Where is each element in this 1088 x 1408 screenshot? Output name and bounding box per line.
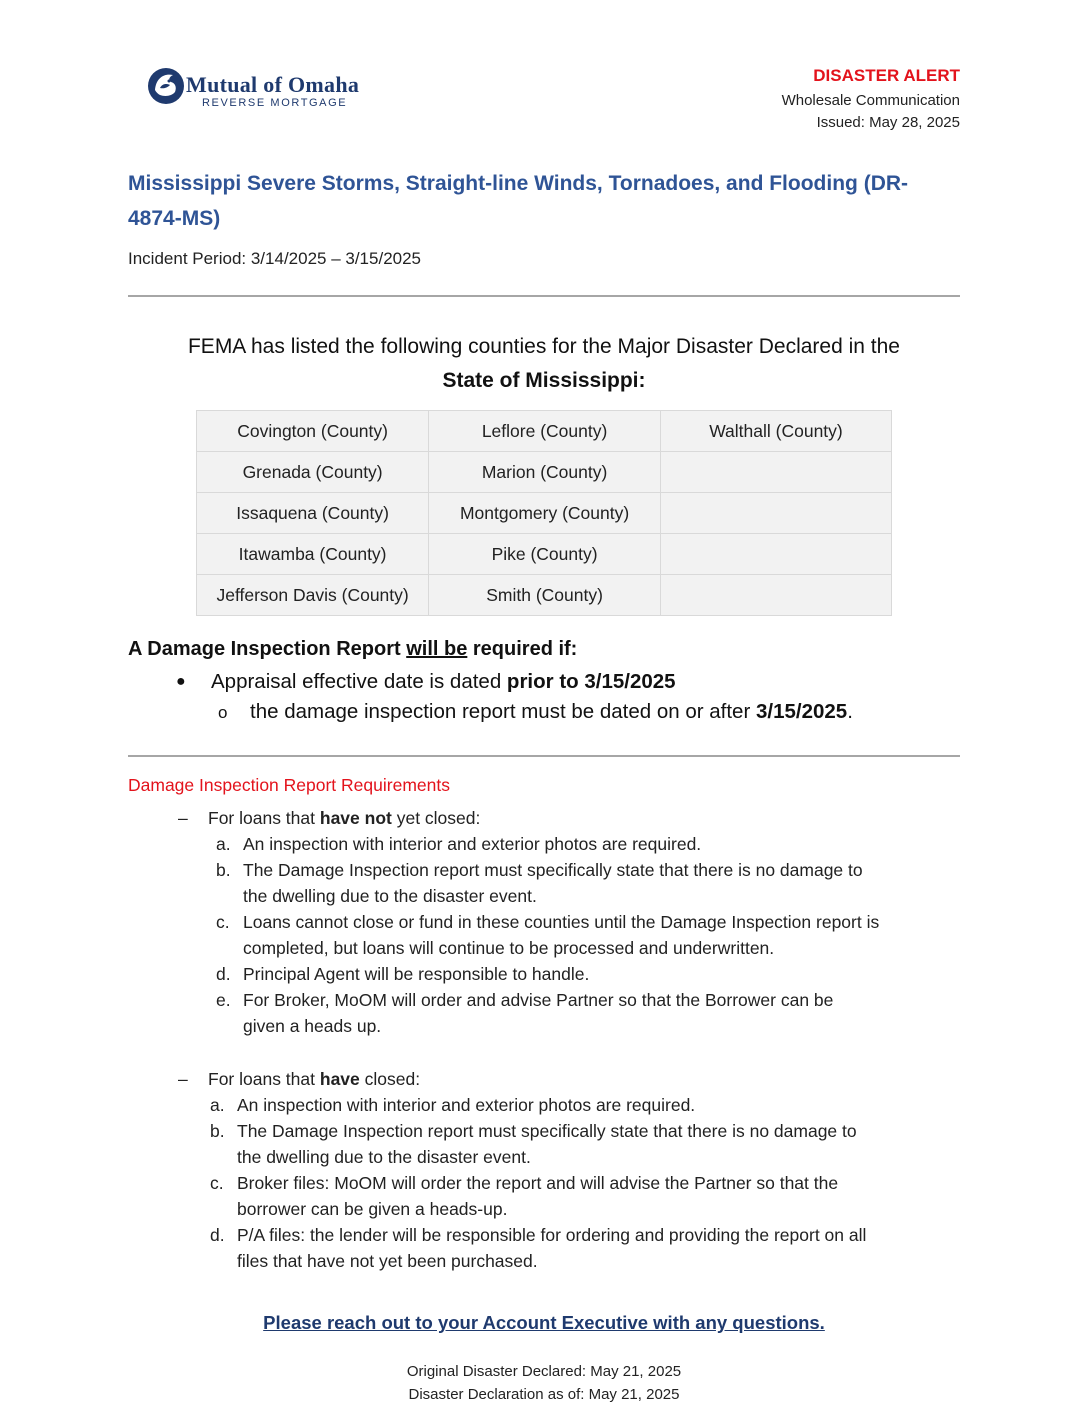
divider — [128, 755, 960, 757]
intro-text: For loans that — [208, 1069, 320, 1089]
fema-intro: FEMA has listed the following counties for the Major Disaster Declared in the — [187, 335, 900, 358]
list-item — [216, 909, 976, 961]
incident-period: Incident Period: 3/14/2025 – 3/15/2025 — [128, 249, 422, 268]
intro-emphasis: have not — [319, 808, 392, 828]
list-text: the dwelling due to the disaster event. — [237, 1147, 531, 1167]
inspection-sub-bullet — [218, 700, 853, 724]
table-row — [197, 411, 892, 452]
not-closed-list — [216, 831, 976, 1039]
table-cell: Walthall (County) — [660, 411, 891, 452]
list-text: files that have not yet been purchased. — [237, 1251, 538, 1271]
table-cell — [660, 452, 891, 493]
list-text: Broker files: MoOM will order the report and will advise the Partner so that the — [237, 1173, 839, 1193]
communication-type: Wholesale Communication — [781, 92, 960, 109]
county-table — [196, 410, 892, 616]
table-cell: Montgomery (County) — [429, 493, 661, 534]
logo-subtitle: REVERSE MORTGAGE — [202, 97, 348, 109]
list-text: The Damage Inspection report must specifically state that there is no damage to — [243, 860, 863, 880]
intro-text: For loans that — [208, 808, 320, 828]
intro-text: yet closed: — [391, 808, 481, 828]
list-item — [210, 1118, 980, 1170]
table-cell: Itawamba (County) — [197, 534, 429, 575]
list-text: Principal Agent will be responsible to handle. — [243, 964, 590, 984]
list-text: An inspection with interior and exterior photos are required. — [243, 834, 702, 854]
table-row — [197, 452, 892, 493]
bullet-emphasis: prior to 3/15/2025 — [506, 670, 676, 693]
logo-wordmark: Mutual of Omaha — [186, 72, 360, 97]
list-item — [216, 987, 976, 1039]
list-item — [216, 831, 976, 857]
list-item — [216, 961, 976, 987]
table-cell — [660, 575, 891, 616]
table-cell: Covington (County) — [197, 411, 429, 452]
list-item — [210, 1170, 980, 1222]
requirements-heading: Damage Inspection Report Requirements — [128, 775, 450, 795]
table-cell — [660, 534, 891, 575]
list-text: completed, but loans will continue to be processed and underwritten. — [243, 938, 775, 958]
table-cell: Smith (County) — [429, 575, 661, 616]
list-text: P/A files: the lender will be responsible for ordering and providing the report on all — [237, 1225, 867, 1245]
list-item — [210, 1092, 980, 1118]
heading-emphasis: will be — [406, 638, 468, 660]
table-row — [197, 575, 892, 616]
list-text: given a heads up. — [243, 1016, 382, 1036]
table-row — [197, 493, 892, 534]
list-text: For Broker, MoOM will order and advise Partner so that the Borrower can be — [243, 990, 834, 1010]
bullet-icon: ● — [176, 673, 186, 690]
inspection-heading — [128, 638, 577, 661]
heading-text: A Damage Inspection Report — [128, 638, 407, 660]
issued-date: Issued: May 28, 2025 — [816, 114, 960, 131]
not-closed-intro — [178, 805, 480, 831]
heading-text: required if: — [467, 638, 578, 660]
closed-intro — [178, 1066, 420, 1092]
table-cell: Pike (County) — [429, 534, 661, 575]
table-cell: Leflore (County) — [429, 411, 661, 452]
lion-logo-icon — [146, 66, 186, 106]
intro-text: closed: — [359, 1069, 421, 1089]
sub-bullet-text: . — [847, 700, 853, 723]
list-label: a. — [210, 1095, 225, 1115]
list-item — [210, 1222, 980, 1274]
inspection-bullet — [176, 670, 676, 694]
original-declared-date: Original Disaster Declared: May 21, 2025 — [406, 1363, 682, 1380]
list-label: e. — [216, 990, 231, 1010]
list-text: The Damage Inspection report must specifically state that there is no damage to — [237, 1121, 857, 1141]
table-cell: Marion (County) — [429, 452, 661, 493]
dash-icon: – — [178, 1069, 188, 1089]
list-text: borrower can be given a heads-up. — [237, 1199, 508, 1219]
bullet-text: Appraisal effective date is dated — [211, 670, 507, 693]
disaster-alert-label: DISASTER ALERT — [813, 66, 960, 85]
table-row — [197, 534, 892, 575]
closed-list — [210, 1092, 980, 1274]
list-label: b. — [210, 1121, 225, 1141]
list-text: Loans cannot close or fund in these counties until the Damage Inspection report is — [243, 912, 880, 932]
table-cell: Jefferson Davis (County) — [197, 575, 429, 616]
list-item — [216, 857, 976, 909]
document-title: Mississippi Severe Storms, Straight-line Winds, Tornadoes, and Flooding (DR-4874-MS) — [128, 172, 909, 230]
dash-icon: – — [178, 808, 188, 828]
list-text: the dwelling due to the disaster event. — [243, 886, 537, 906]
list-label: c. — [210, 1173, 224, 1193]
table-cell: Issaquena (County) — [197, 493, 429, 534]
list-label: d. — [216, 964, 231, 984]
contact-link[interactable]: Please reach out to your Account Executive with any questions. — [263, 1312, 825, 1333]
state-name: State of Mississippi: — [442, 369, 646, 392]
declaration-as-of-date: Disaster Declaration as of: May 21, 2025 — [408, 1386, 680, 1403]
list-label: b. — [216, 860, 231, 880]
table-cell — [660, 493, 891, 534]
circle-bullet-icon: o — [218, 703, 228, 722]
sub-bullet-text: the damage inspection report must be dated on or after — [250, 700, 756, 723]
list-label: d. — [210, 1225, 225, 1245]
table-cell: Grenada (County) — [197, 452, 429, 493]
list-label: c. — [216, 912, 230, 932]
sub-bullet-emphasis: 3/15/2025 — [755, 700, 848, 723]
list-text: An inspection with interior and exterior photos are required. — [237, 1095, 696, 1115]
contact-statement — [0, 1312, 1088, 1334]
fema-statement — [128, 330, 960, 398]
list-label: a. — [216, 834, 231, 854]
intro-emphasis: have — [319, 1069, 360, 1089]
divider — [128, 295, 960, 297]
